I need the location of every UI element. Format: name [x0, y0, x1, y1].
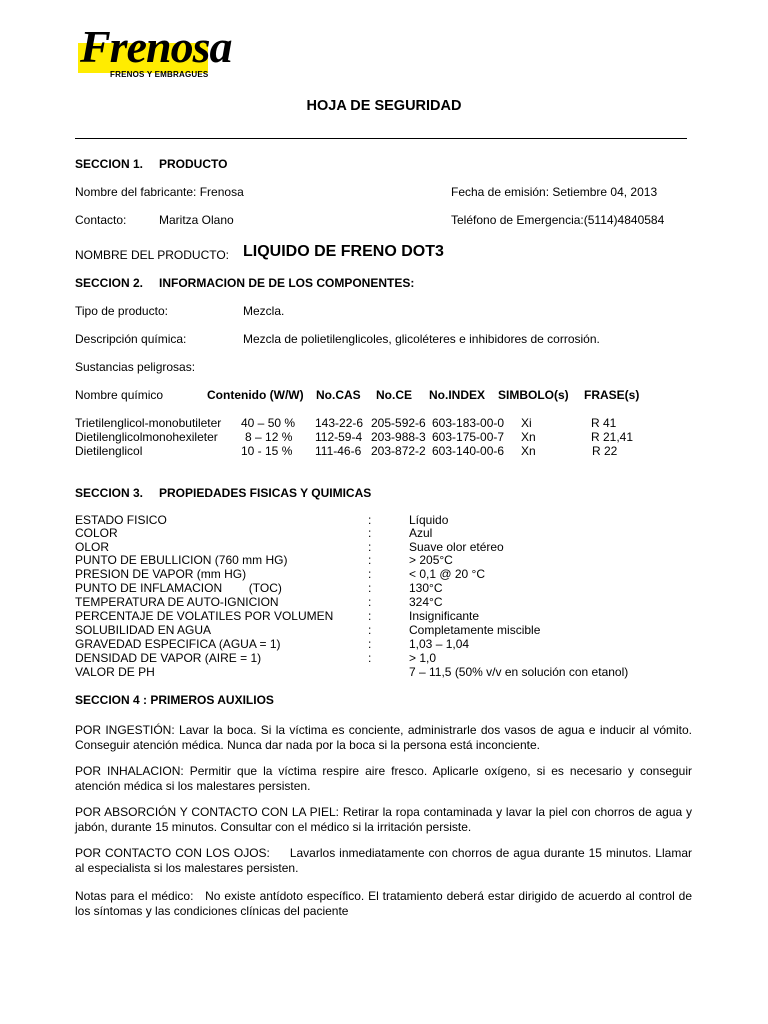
property-name: PUNTO DE INFLAMACION (TOC): [75, 581, 282, 595]
section4-title: SECCION 4 : PRIMEROS AUXILIOS: [75, 693, 274, 707]
emergency-phone: Teléfono de Emergencia:(5114)4840584: [451, 213, 665, 227]
property-separator: :: [368, 581, 372, 595]
table-cell: R 22: [592, 444, 618, 458]
column-header: No.CAS: [316, 388, 361, 402]
contact-name: Maritza Olano: [159, 213, 234, 227]
contact-label: Contacto:: [75, 213, 127, 227]
property-name: ESTADO FISICO: [75, 513, 167, 527]
product-label: NOMBRE DEL PRODUCTO:: [75, 248, 230, 262]
property-name: SOLUBILIDAD EN AGUA: [75, 623, 212, 637]
frenosa-logo: Frenosa: [80, 21, 232, 72]
chemical-description-label: Descripción química:: [75, 332, 187, 346]
column-header: FRASE(s): [584, 388, 640, 402]
property-name: DENSIDAD DE VAPOR (AIRE = 1): [75, 651, 262, 665]
property-separator: :: [368, 526, 372, 540]
table-cell: 40 – 50 %: [241, 416, 296, 430]
property-value: < 0,1 @ 20 °C: [409, 567, 486, 581]
property-value: Completamente miscible: [409, 623, 541, 637]
property-name: VALOR DE PH: [75, 665, 155, 679]
table-cell: 603-183-00-0: [432, 416, 505, 430]
product-type-label: Tipo de producto:: [75, 304, 168, 318]
section1-title: PRODUCTO: [159, 157, 228, 171]
property-value: Azul: [409, 526, 433, 540]
property-name: PUNTO DE EBULLICION (760 mm HG): [75, 553, 288, 567]
property-separator: :: [368, 595, 372, 609]
skin-contact-paragraph: POR ABSORCIÓN Y CONTACTO CON LA PIEL: Retirar la ropa contaminada y lavar la piel con chorros de agua y jabón, durante 15 minutos. Consultar con el médico si la irritación persiste.: [75, 805, 692, 834]
column-header: No.INDEX: [429, 388, 486, 402]
property-name: OLOR: [75, 540, 110, 554]
property-value: 1,03 – 1,04: [409, 637, 470, 651]
property-value: Líquido: [409, 513, 449, 527]
table-cell: Xi: [521, 416, 532, 430]
table-cell: 111-46-6: [315, 444, 362, 458]
property-separator: :: [368, 553, 372, 567]
property-separator: :: [368, 513, 372, 527]
table-cell: R 41: [591, 416, 617, 430]
table-cell: Dietilenglicolmonohexileter: [75, 430, 218, 444]
table-cell: 603-175-00-7: [432, 430, 505, 444]
table-cell: Xn: [521, 430, 536, 444]
table-cell: Trietilenglicol-monobutileter: [75, 416, 222, 430]
column-header: No.CE: [376, 388, 412, 402]
table-cell: 203-988-3: [371, 430, 426, 444]
property-value: > 1,0: [409, 651, 437, 665]
issue-date: Fecha de emisión: Setiembre 04, 2013: [451, 185, 658, 199]
hazardous-substances-label: Sustancias peligrosas:: [75, 360, 196, 374]
section1-number: SECCION 1.: [75, 157, 144, 171]
table-cell: R 21,41: [591, 430, 634, 444]
document-title: HOJA DE SEGURIDAD: [306, 98, 462, 114]
property-name: COLOR: [75, 526, 118, 540]
eye-contact-paragraph: POR CONTACTO CON LOS OJOS: Lavarlos inmediatamente con chorros de agua durante 15 minutos. Llamar al especialista si los malestares persisten.: [75, 846, 696, 875]
table-cell: 10 - 15 %: [241, 444, 293, 458]
section2-number: SECCION 2.: [75, 276, 144, 290]
property-separator: :: [368, 623, 372, 637]
property-value: 7 – 11,5 (50% v/v en solución con etanol): [409, 665, 629, 679]
physician-notes-paragraph: Notas para el médico: No existe antídoto específico. El tratamiento deberá estar dirigido de acuerdo al control de los síntomas y las condiciones clínicas del paciente: [75, 889, 696, 918]
column-header: Nombre químico: [75, 388, 164, 402]
property-separator: :: [368, 540, 372, 554]
property-name: TEMPERATURA DE AUTO-IGNICION: [75, 595, 279, 609]
product-type-value: Mezcla.: [243, 304, 285, 318]
section3-number: SECCION 3.: [75, 486, 144, 500]
column-header: SIMBOLO(s): [498, 388, 569, 402]
property-separator: :: [368, 651, 372, 665]
table-cell: 203-872-2: [371, 444, 426, 458]
property-value: > 205°C: [409, 553, 453, 567]
property-name: GRAVEDAD ESPECIFICA (AGUA = 1): [75, 637, 281, 651]
property-value: Insignificante: [409, 609, 480, 623]
property-separator: :: [368, 609, 372, 623]
section3-title: PROPIEDADES FISICAS Y QUIMICAS: [159, 486, 372, 500]
property-name: PERCENTAJE DE VOLATILES POR VOLUMEN: [75, 609, 334, 623]
chemical-description-value: Mezcla de polietilenglicoles, glicoléteres e inhibidores de corrosión.: [243, 332, 600, 346]
table-cell: 603-140-00-6: [432, 444, 505, 458]
manufacturer-name: Nombre del fabricante: Frenosa: [75, 185, 244, 199]
title-divider: [75, 138, 687, 139]
product-name: LIQUIDO DE FRENO DOT3: [243, 243, 444, 260]
property-separator: :: [368, 567, 372, 581]
column-header: Contenido (W/W): [207, 388, 304, 402]
table-cell: Xn: [521, 444, 536, 458]
table-cell: 8 – 12 %: [245, 430, 293, 444]
property-separator: :: [368, 637, 372, 651]
table-cell: 205-592-6: [371, 416, 426, 430]
logo-tagline: FRENOS Y EMBRAGUES: [110, 70, 209, 79]
table-cell: 143-22-6: [315, 416, 364, 430]
property-value: Suave olor etéreo: [409, 540, 504, 554]
property-value: 324°C: [409, 595, 443, 609]
inhalation-paragraph: POR INHALACION: Permitir que la víctima respire aire fresco. Aplicarle oxígeno, si es necesario y conseguir atención médica si los malestares persisten.: [75, 764, 692, 793]
property-name: PRESION DE VAPOR (mm HG): [75, 567, 247, 581]
section2-title: INFORMACION DE DE LOS COMPONENTES:: [159, 276, 415, 290]
table-cell: 112-59-4: [315, 430, 363, 444]
property-value: 130°C: [409, 581, 443, 595]
ingestion-paragraph: POR INGESTIÓN: Lavar la boca. Si la víctima es conciente, administrarle dos vasos de agua e inducir al vómito. Conseguir atención médica. Nunca dar nada por la boca si la persona está inconciente.: [75, 723, 692, 752]
table-cell: Dietilenglicol: [75, 444, 143, 458]
